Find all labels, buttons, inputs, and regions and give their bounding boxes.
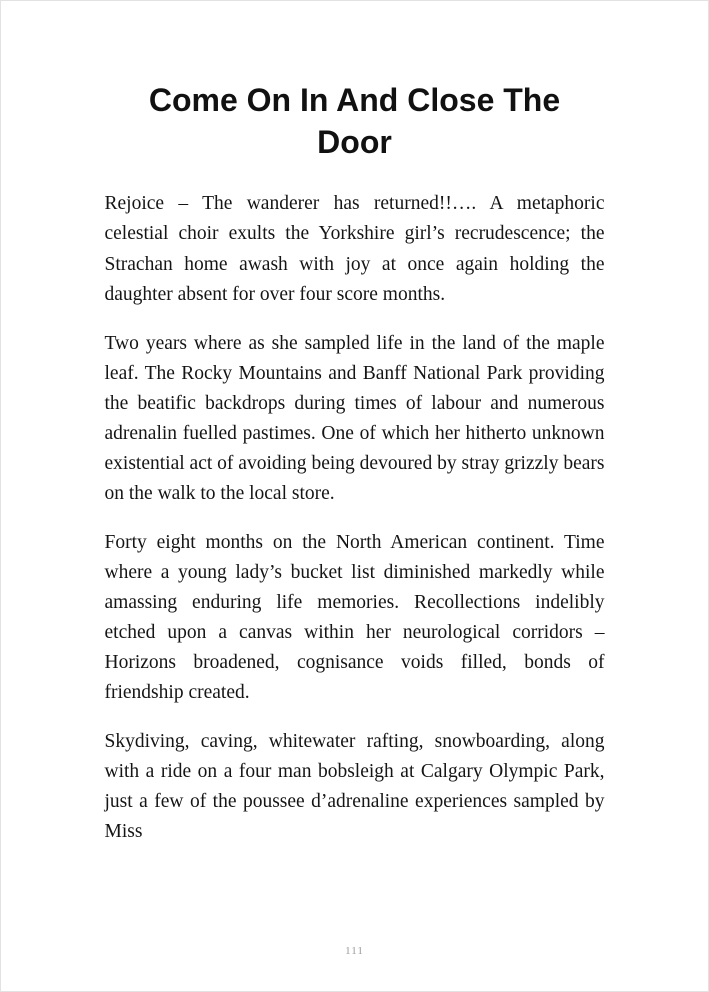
paragraph-3: Forty eight months on the North American continent. Time where a young lady’s bucket list diminished markedly while amassing enduring life memories. Recollections indelibly etched upon a canvas within her neurological corridors – Horizons broadened, cognisance voids filled, bonds of friendship created.	[104, 531, 605, 703]
paragraph-1: Rejoice – The wanderer has returned!!…. A metaphoric celestial choir exults the Yorkshire girl’s recrudescence; the Strachan home awash with joy at once again holding the daughter absent for over four score months.	[104, 193, 605, 305]
page-title: Come On In And Close The Door	[148, 82, 561, 161]
document-body	[105, 189, 605, 846]
paragraph-2: Two years where as she sampled life in the land of the maple leaf. The Rocky Mountains and Banff National Park providing the beatific backdrops during times of labour and numerous adrenalin fuelled pastimes. One of which her hitherto unknown existential act of avoiding being devoured by stray grizzly bears on the walk to the local store.	[104, 332, 605, 504]
paragraph-4: Skydiving, caving, whitewater rafting, snowboarding, along with a ride on a four man bobsleigh at Calgary Olympic Park, just a few of the poussee d’adrenaline experiences sampled by Miss	[104, 730, 605, 842]
page-number: 111	[345, 945, 364, 957]
